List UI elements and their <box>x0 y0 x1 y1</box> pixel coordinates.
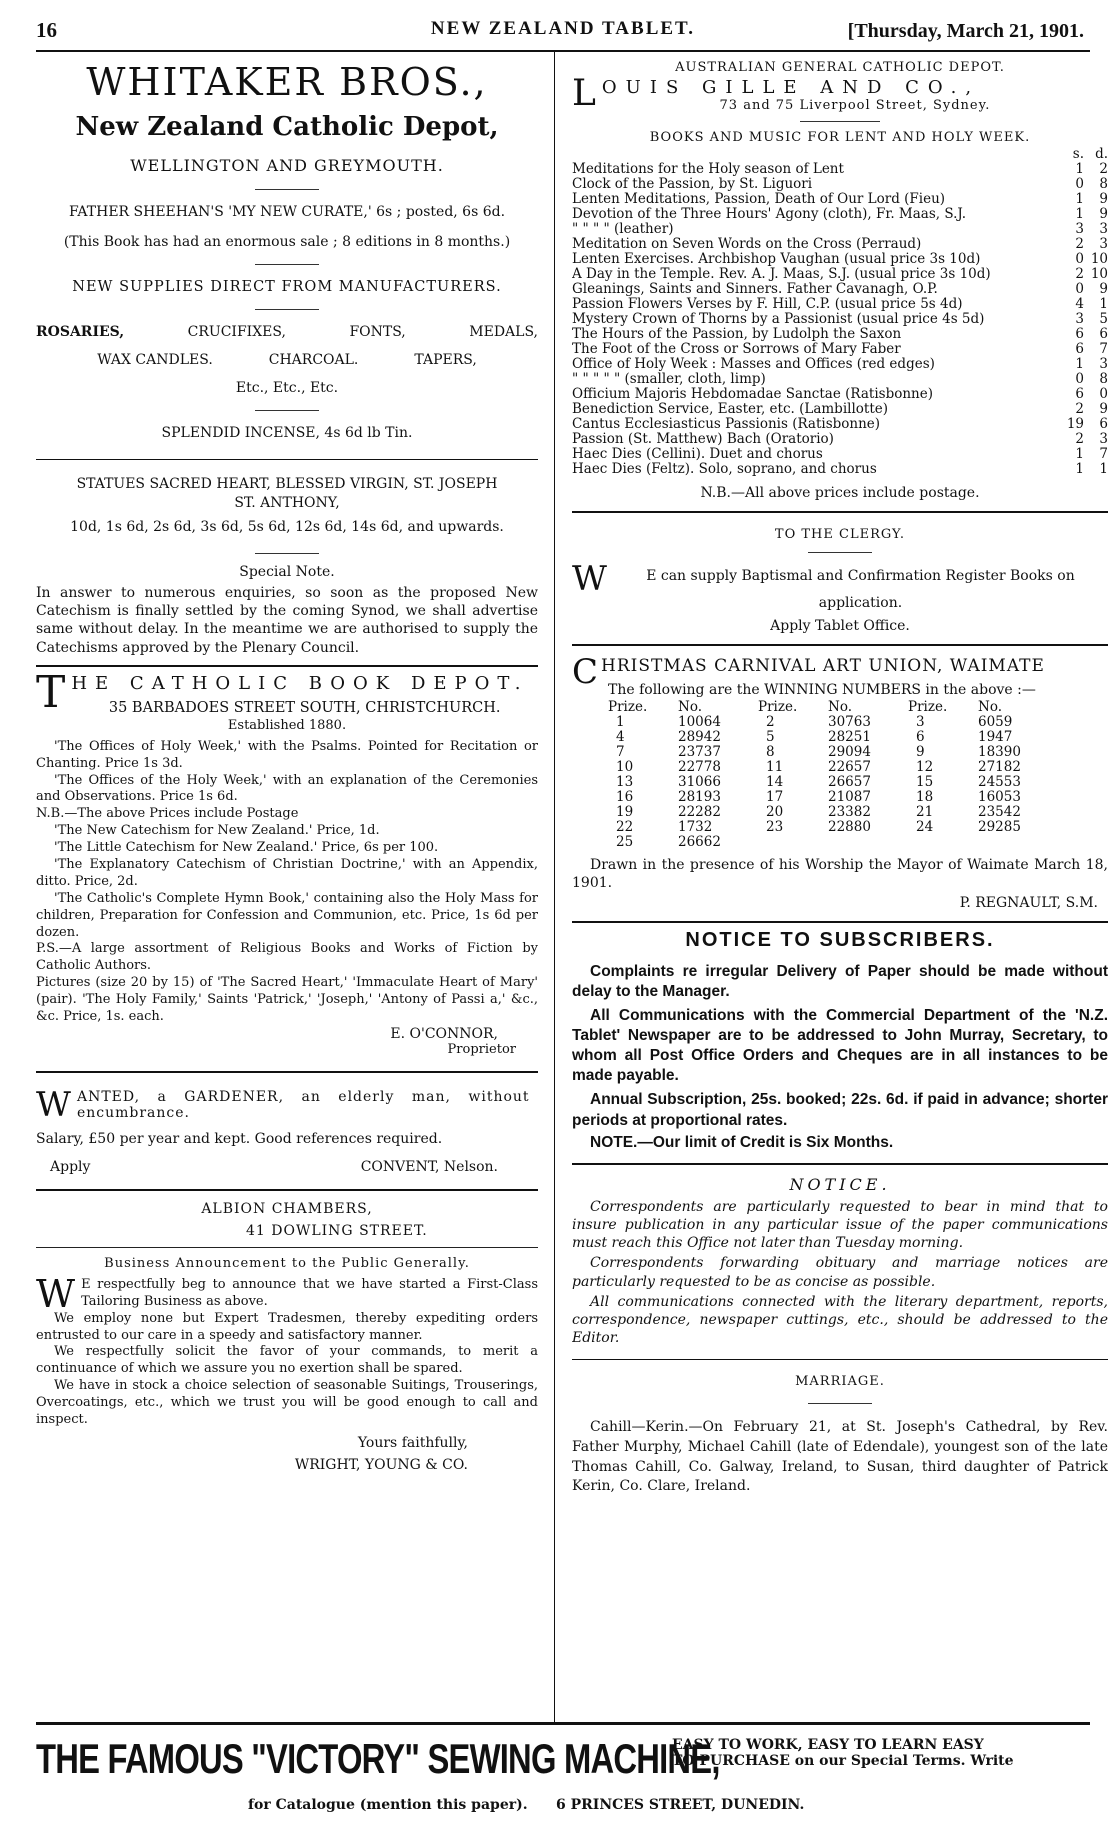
whitaker-ad <box>36 60 538 657</box>
price-row <box>572 357 1108 372</box>
depot-drop-cap: T <box>36 666 66 718</box>
depot-line: 'The Offices of the Holy Week,' with an explanation of the Ceremonies and Observations. Price 1s 6d. <box>36 772 538 805</box>
price-row <box>572 402 1108 417</box>
whitaker-incense: SPLENDID INCENSE, 4s 6d lb Tin. <box>161 425 413 441</box>
price-shillings: 0 <box>1075 176 1084 192</box>
gille-drop-cap: L <box>572 73 596 114</box>
clergy-title: TO THE CLERGY. <box>774 527 906 542</box>
price-item-title: Passion (St. Matthew) Bach (Oratorio) <box>572 431 834 447</box>
prize-cell: 17 <box>766 789 784 806</box>
number-cell: 24553 <box>978 774 1021 791</box>
albion-drop-cap: W <box>36 1271 76 1316</box>
depot-signer: E. O'CONNOR, <box>390 1025 498 1042</box>
price-pence: 9 <box>1099 191 1108 207</box>
price-pence: 5 <box>1099 311 1108 327</box>
marriage-notice <box>572 1374 1108 1496</box>
depot-line: 'The Catholic's Complete Hymn Book,' containing also the Holy Mass for children, Preparation for Confession and Communion, etc. Price, 1s 6d per dozen. <box>36 890 538 940</box>
marriage-text: Cahill—Kerin.—On February 21, at St. Joseph's Cathedral, by Rev. Father Murphy, Michael Cahill (late of Edendale), youngest son of the late Thomas Cahill, Co. Galway, Ireland, to Susan, third daughter of Patrick Kerin, Co. Clare, Ireland. <box>572 1419 1108 1495</box>
number-cell: 23382 <box>828 804 871 821</box>
marriage-title: MARRIAGE. <box>795 1374 885 1390</box>
goods-item: ROSARIES, <box>36 324 125 340</box>
depot-line: P.S.—A large assortment of Religious Books and Works of Fiction by Catholic Authors. <box>36 941 538 974</box>
price-item-title: A Day in the Temple. Rev. A. J. Maas, S.J. (usual price 3s 10d) <box>572 266 991 282</box>
price-row <box>572 432 1108 447</box>
price-shillings: 1 <box>1075 356 1084 372</box>
number-cell: 30763 <box>828 714 871 731</box>
price-item-title: Mystery Crown of Thorns by a Passionist (usual price 4s 5d) <box>572 311 985 327</box>
price-item-title: " " " " " (smaller, cloth, limp) <box>572 371 766 387</box>
prize-cell: 9 <box>916 744 925 761</box>
number-cell: 10064 <box>678 714 721 731</box>
carnival-signer: P. REGNAULT, S.M. <box>959 894 1098 911</box>
price-pence: 0 <box>1099 386 1108 402</box>
prize-cell: 16 <box>616 789 634 806</box>
whitaker-statues-2: ST. ANTHONY, <box>234 495 340 511</box>
number-cell: 22657 <box>828 759 871 776</box>
price-row <box>572 297 1108 312</box>
price-shillings: 2 <box>1075 401 1084 417</box>
winning-row <box>608 790 1048 805</box>
prize-cell: 2 <box>766 714 775 731</box>
price-pence: 8 <box>1099 371 1108 387</box>
prize-cell: 8 <box>766 744 775 761</box>
winning-row <box>608 760 1048 775</box>
notice-p2: Correspondents forwarding obituary and marriage notices are particularly requested to be as concise as possible. <box>572 1255 1108 1290</box>
price-row <box>572 282 1108 297</box>
price-row <box>572 342 1108 357</box>
price-row <box>572 312 1108 327</box>
number-cell: 21087 <box>828 789 871 806</box>
prize-cell: 21 <box>916 804 934 821</box>
notice-p3: All communications connected with the literary department, reports, correspondence, newspaper cuttings, etc., should be addressed to the Editor. <box>572 1293 1108 1347</box>
header-cell: No. <box>978 699 1002 716</box>
number-cell: 26657 <box>828 774 871 791</box>
winning-row <box>608 835 1048 850</box>
price-shillings: 1 <box>1075 206 1084 222</box>
price-row <box>572 222 1108 237</box>
number-cell: 22880 <box>828 819 871 836</box>
number-cell: 18390 <box>978 744 1021 761</box>
price-item-title: Meditations for the Holy season of Lent <box>572 161 844 177</box>
price-shillings: 1 <box>1075 446 1084 462</box>
price-pence: 6 <box>1099 326 1108 342</box>
col-s: s. <box>1072 146 1084 162</box>
wanted-apply: Apply <box>50 1158 91 1175</box>
paper-title: NEW ZEALAND TABLET. <box>430 18 696 39</box>
price-item-title: Passion Flowers Verses by F. Hill, C.P. (usual price 5s 4d) <box>572 296 963 312</box>
catholic-book-depot-ad <box>36 666 538 1057</box>
price-row <box>572 252 1108 267</box>
price-shillings: 2 <box>1075 266 1084 282</box>
albion-title: ALBION CHAMBERS, <box>201 1200 373 1217</box>
price-pence: 7 <box>1099 446 1108 462</box>
wanted-ad <box>36 1084 538 1175</box>
price-pence: 10 <box>1090 266 1108 282</box>
price-header-row <box>572 147 1108 162</box>
subscribers-body <box>572 962 1108 1153</box>
albion-announcement: Business Announcement to the Public Generally. <box>104 1255 470 1271</box>
price-row <box>572 237 1108 252</box>
divider <box>255 264 319 265</box>
number-cell: 1947 <box>978 729 1013 746</box>
price-pence: 1 <box>1099 461 1108 477</box>
price-row <box>572 192 1108 207</box>
goods-item: WAX CANDLES. <box>97 352 213 368</box>
notice-title: NOTICE. <box>789 1174 891 1194</box>
price-shillings: 6 <box>1075 386 1084 402</box>
depot-signer-title: Proprietor <box>447 1041 516 1057</box>
price-item-title: Meditation on Seven Words on the Cross (Perraud) <box>572 236 922 252</box>
notice-body <box>572 1198 1108 1348</box>
winning-header-row <box>608 700 1048 715</box>
clergy-ad <box>572 527 1108 634</box>
price-row <box>572 327 1108 342</box>
divider <box>36 1071 538 1073</box>
whitaker-statues-prices: 10d, 1s 6d, 2s 6d, 3s 6d, 5s 6d, 12s 6d, 14s 6d, and upwards. <box>70 519 504 535</box>
albion-closing: Yours faithfully, <box>357 1434 468 1451</box>
number-cell: 1732 <box>678 819 713 836</box>
gille-books-head: BOOKS AND MUSIC FOR LENT AND HOLY WEEK. <box>649 130 1031 145</box>
number-cell: 16053 <box>978 789 1021 806</box>
price-pence: 3 <box>1099 236 1108 252</box>
clergy-apply: Apply Tablet Office. <box>770 618 910 635</box>
price-item-title: Gleanings, Saints and Sinners. Father Cavanagh, O.P. <box>572 281 938 297</box>
carnival-ad <box>572 652 1108 911</box>
notice <box>572 1175 1108 1348</box>
price-item-title: Clock of the Passion, by St. Liguori <box>572 176 813 192</box>
wanted-salary: Salary, £50 per year and kept. Good references required. <box>36 1130 443 1147</box>
depot-line: N.B.—The above Prices include Postage <box>36 806 299 822</box>
left-column <box>36 52 538 1722</box>
prize-cell: 3 <box>916 714 925 731</box>
header-cell: No. <box>828 699 852 716</box>
wanted-apply-row <box>50 1159 498 1175</box>
columns <box>36 52 1108 1722</box>
albion-chambers-ad <box>36 1201 538 1473</box>
whitaker-sale: (This Book has had an enormous sale ; 8 editions in 8 months.) <box>63 234 511 250</box>
prize-cell: 5 <box>766 729 775 746</box>
prize-cell: 1 <box>616 714 625 731</box>
wanted-drop-cap: W <box>36 1084 71 1125</box>
number-cell: 23737 <box>678 744 721 761</box>
price-shillings: 6 <box>1075 341 1084 357</box>
price-pence: 3 <box>1099 221 1108 237</box>
number-cell: 28251 <box>828 729 871 746</box>
price-pence: 9 <box>1099 281 1108 297</box>
winning-row <box>608 805 1048 820</box>
depot-line: 'The Offices of Holy Week,' with the Psalms. Pointed for Recitation or Chanting. Price 1s 3d. <box>36 738 538 771</box>
divider <box>36 1189 538 1191</box>
divider <box>255 553 319 554</box>
carnival-drop-cap: C <box>572 652 600 693</box>
clergy-drop-cap: W <box>572 559 607 599</box>
divider <box>36 1247 538 1248</box>
divider <box>36 665 538 667</box>
price-shillings: 1 <box>1075 191 1084 207</box>
prize-cell: 25 <box>616 834 634 851</box>
prize-cell: 18 <box>916 789 934 806</box>
goods-item: CHARCOAL. <box>268 352 359 368</box>
price-row <box>572 177 1108 192</box>
goods-item: FONTS, <box>349 324 406 340</box>
divider <box>36 459 538 460</box>
price-pence: 1 <box>1099 296 1108 312</box>
subscribers-p4: NOTE.—Our limit of Credit is Six Months. <box>590 1133 894 1151</box>
winning-row <box>608 745 1048 760</box>
price-item-title: " " " " (leather) <box>572 221 674 237</box>
column-divider <box>554 52 555 1722</box>
price-row <box>572 162 1108 177</box>
footer-advert <box>36 1722 1090 1825</box>
winning-row <box>608 730 1048 745</box>
spacer <box>572 147 1060 162</box>
goods-row-3: Etc., Etc., Etc. <box>235 380 339 396</box>
prize-cell: 24 <box>916 819 934 836</box>
prize-cell: 15 <box>916 774 934 791</box>
wanted-text-block <box>36 1084 538 1125</box>
issue-date: [Thursday, March 21, 1901. <box>847 20 1084 42</box>
price-item-title: Lenten Exercises. Archbishop Vaughan (usual price 3s 10d) <box>572 251 981 267</box>
depot-title: HE CATHOLIC BOOK DEPOT. <box>71 672 529 694</box>
tagline-line-1: EASY TO WORK, EASY TO LEARN EASY <box>672 1737 984 1753</box>
prize-cell <box>908 835 978 850</box>
clergy-text-block <box>572 559 1108 616</box>
whitaker-statues: STATUES SACRED HEART, BLESSED VIRGIN, ST. JOSEPH <box>76 476 498 492</box>
winning-row <box>608 820 1048 835</box>
divider <box>572 921 1108 923</box>
price-shillings: 0 <box>1075 371 1084 387</box>
subscribers-p1: Complaints re irregular Delivery of Paper should be made without delay to the Manager. <box>572 962 1108 1000</box>
price-shillings: 19 <box>1066 416 1084 432</box>
price-pence: 8 <box>1099 176 1108 192</box>
divider <box>808 1403 872 1404</box>
prize-cell: 13 <box>616 774 634 791</box>
depot-list <box>36 739 538 1026</box>
notice-to-subscribers <box>572 929 1108 1153</box>
whitaker-sheehan: FATHER SHEEHAN'S 'MY NEW CURATE,' 6s ; posted, 6s 6d. <box>68 204 506 220</box>
albion-p4: We have in stock a choice selection of seasonable Suitings, Trouserings, Overcoatings, etc., which we trust you will be good enough to call and inspect. <box>36 1378 538 1428</box>
price-shillings: 3 <box>1075 311 1084 327</box>
number-cell: 22282 <box>678 804 721 821</box>
special-note-text: In answer to numerous enquiries, so soon as the proposed New Catechism is finally settled by the coming Synod, we shall advertise same without delay. In the meantime we are authorised to supply the Catechisms approved by the Plenary Council. <box>36 585 538 656</box>
sewing-machine-tagline <box>672 1737 1014 1769</box>
price-pence: 9 <box>1099 206 1108 222</box>
depot-line: Pictures (size 20 by 15) of 'The Sacred Heart,' 'Immaculate Heart of Mary' (pair). 'The Holy Family,' Saints 'Patrick,' 'Joseph,' 'Antony of Passi a,' &c., &c. Price, 1s. each. <box>36 975 538 1024</box>
price-item-title: Office of Holy Week : Masses and Offices (red edges) <box>572 356 935 372</box>
prize-cell: 4 <box>616 729 625 746</box>
divider <box>808 552 872 553</box>
price-pence: 10 <box>1090 251 1108 267</box>
number-cell: 22778 <box>678 759 721 776</box>
whitaker-location: WELLINGTON AND GREYMOUTH. <box>130 156 444 175</box>
price-pence: 3 <box>1099 431 1108 447</box>
divider <box>572 511 1108 513</box>
price-pence: 9 <box>1099 401 1108 417</box>
number-cell: 6059 <box>978 714 1013 731</box>
price-item-title: The Foot of the Cross or Sorrows of Mary Faber <box>572 341 901 357</box>
header-cell: No. <box>678 699 702 716</box>
price-pence: 2 <box>1099 161 1108 177</box>
price-item-title: Cantus Ecclesiasticus Passionis (Ratisbonne) <box>572 416 881 432</box>
prize-cell: 6 <box>916 729 925 746</box>
number-cell <box>828 835 908 850</box>
prize-cell: 23 <box>766 819 784 836</box>
prize-cell: 22 <box>616 819 634 836</box>
divider <box>255 189 319 190</box>
albion-p1: E respectfully beg to announce that we have started a First-Class Tailoring Business as above. <box>81 1276 538 1309</box>
price-item-title: Haec Dies (Feltz). Solo, soprano, and chorus <box>572 461 877 477</box>
price-pence: 3 <box>1099 356 1108 372</box>
goods-item: CRUCIFIXES, <box>187 324 286 340</box>
special-note-heading: Special Note. <box>239 564 335 580</box>
price-row <box>572 447 1108 462</box>
price-row <box>572 462 1108 477</box>
carnival-title: HRISTMAS CARNIVAL ART UNION, WAIMATE <box>601 656 1045 677</box>
price-item-title: Lenten Meditations, Passion, Death of Our Lord (Fieu) <box>572 191 946 207</box>
gille-name: OUIS GILLE AND CO., <box>601 77 981 98</box>
depot-line: 'The Explanatory Catechism of Christian Doctrine,' with an Appendix, ditto. Price, 2d. <box>36 856 538 889</box>
gille-nb: N.B.—All above prices include postage. <box>700 485 980 501</box>
divider <box>572 1359 1108 1360</box>
subscribers-p3: Annual Subscription, 25s. booked; 22s. 6d. if paid in advance; shorter periods at proportional rates. <box>572 1091 1108 1129</box>
header-cell: Prize. <box>758 699 798 716</box>
number-cell: 23542 <box>978 804 1021 821</box>
price-shillings: 1 <box>1075 461 1084 477</box>
number-cell: 29285 <box>978 819 1021 836</box>
price-item-title: The Hours of the Passion, by Ludolph the Saxon <box>572 326 902 342</box>
prize-cell: 10 <box>616 759 634 776</box>
wanted-where: CONVENT, Nelson. <box>360 1158 498 1175</box>
goods-row-2 <box>36 352 538 368</box>
number-cell: 27182 <box>978 759 1021 776</box>
price-pence: 6 <box>1099 416 1108 432</box>
wanted-text: ANTED, a GARDENER, an elderly man, without encumbrance. <box>76 1088 530 1121</box>
albion-street: 41 DOWLING STREET. <box>246 1222 428 1239</box>
price-item-title: Officium Majoris Hebdomadae Sanctae (Ratisbonne) <box>572 386 933 402</box>
goods-row-1 <box>36 324 538 340</box>
price-row <box>572 417 1108 432</box>
carnival-drawn: Drawn in the presence of his Worship the Mayor of Waimate March 18, 1901. <box>572 857 1108 892</box>
winning-numbers-table <box>608 700 1048 850</box>
price-item-title: Devotion of the Three Hours' Agony (cloth), Fr. Maas, S.J. <box>572 206 967 222</box>
prize-cell: 20 <box>766 804 784 821</box>
number-cell: 31066 <box>678 774 721 791</box>
carnival-intro: The following are the WINNING NUMBERS in the above :— <box>608 682 1036 699</box>
price-row <box>572 207 1108 222</box>
prize-cell: 12 <box>916 759 934 776</box>
subscribers-p2: All Communications with the Commercial Department of the 'N.Z. Tablet' Newspaper are to be addressed to John Murray, Secretary, to whom all Post Office Orders and Cheques are in all instances to be made payable. <box>572 1006 1108 1085</box>
divider <box>255 410 319 411</box>
divider <box>800 121 880 122</box>
whitaker-subtitle: New Zealand Catholic Depot, <box>75 112 499 142</box>
whitaker-title: WHITAKER BROS., <box>86 60 488 104</box>
gille-price-list <box>572 147 1108 477</box>
notice-p1: Correspondents are particularly requested to bear in mind that to insure publication in any particular issue of the paper communications must reach this Office not later than Tuesday morning. <box>572 1198 1108 1252</box>
goods-item: TAPERS, <box>414 352 477 368</box>
price-shillings: 2 <box>1075 431 1084 447</box>
depot-line: 'The New Catechism for New Zealand.' Price, 1d. <box>54 823 380 839</box>
price-shillings: 6 <box>1075 326 1084 342</box>
number-cell <box>978 835 1048 850</box>
price-shillings: 0 <box>1075 251 1084 267</box>
number-cell: 28942 <box>678 729 721 746</box>
price-row <box>572 387 1108 402</box>
price-shillings: 2 <box>1075 236 1084 252</box>
prize-cell <box>758 835 828 850</box>
albion-firm: WRIGHT, YOUNG & CO. <box>294 1456 468 1473</box>
col-d: d. <box>1095 146 1108 162</box>
prize-cell: 14 <box>766 774 784 791</box>
gille-address: 73 and 75 Liverpool Street, Sydney. <box>719 98 991 113</box>
subscribers-title: NOTICE TO SUBSCRIBERS. <box>685 928 995 951</box>
price-pence: 7 <box>1099 341 1108 357</box>
goods-item: MEDALS, <box>469 324 538 340</box>
number-cell: 29094 <box>828 744 871 761</box>
divider <box>572 1163 1108 1165</box>
number-cell: 28193 <box>678 789 721 806</box>
header-cell: Prize. <box>908 699 948 716</box>
price-row <box>572 372 1108 387</box>
sewing-machine-headline: THE FAMOUS "VICTORY" SEWING MACHINE, <box>36 1735 720 1782</box>
winning-row <box>608 775 1048 790</box>
page-header <box>36 16 1090 52</box>
prize-cell: 11 <box>766 759 784 776</box>
albion-p3: We respectfully solicit the favor of your commands, to merit a continuance of which we assure you no exertion shall be spared. <box>36 1344 538 1377</box>
right-column <box>572 52 1108 1722</box>
price-shillings: 3 <box>1075 221 1084 237</box>
price-shillings: 4 <box>1075 296 1084 312</box>
winning-row <box>608 715 1048 730</box>
catalogue-note: for Catalogue (mention this paper). <box>248 1797 528 1813</box>
albion-p2: We employ none but Expert Tradesmen, thereby expediting orders entrusted to our care in a speedy and satisfactory manner. <box>36 1310 538 1343</box>
price-item-title: Benediction Service, Easter, etc. (Lambillotte) <box>572 401 889 417</box>
prize-cell: 7 <box>616 744 625 761</box>
divider <box>255 309 319 310</box>
tagline-line-2: TO PURCHASE on our Special Terms. Write <box>672 1753 1014 1769</box>
price-shillings: 0 <box>1075 281 1084 297</box>
prize-cell: 19 <box>616 804 634 821</box>
gille-top: AUSTRALIAN GENERAL CATHOLIC DEPOT. <box>675 60 1005 75</box>
page-number: 16 <box>36 18 57 42</box>
depot-established: Established 1880. <box>227 717 347 733</box>
albion-p1-block <box>36 1271 538 1316</box>
price-shillings: 1 <box>1075 161 1084 177</box>
depot-address: 35 BARBADOES STREET SOUTH, CHRISTCHURCH. <box>108 699 501 716</box>
whitaker-supplies: NEW SUPPLIES DIRECT FROM MANUFACTURERS. <box>72 279 502 295</box>
price-row <box>572 267 1108 282</box>
depot-line: 'The Little Catechism for New Zealand.' Price, 6s per 100. <box>54 840 439 856</box>
header-cell: Prize. <box>608 699 648 716</box>
clergy-text: E can supply Baptismal and Confirmation Register Books on application. <box>646 568 1075 611</box>
number-cell: 26662 <box>678 834 721 851</box>
divider <box>572 644 1108 646</box>
footer-address: 6 PRINCES STREET, DUNEDIN. <box>556 1797 805 1813</box>
louis-gille-ad <box>572 60 1108 501</box>
price-item-title: Haec Dies (Cellini). Duet and chorus <box>572 446 823 462</box>
